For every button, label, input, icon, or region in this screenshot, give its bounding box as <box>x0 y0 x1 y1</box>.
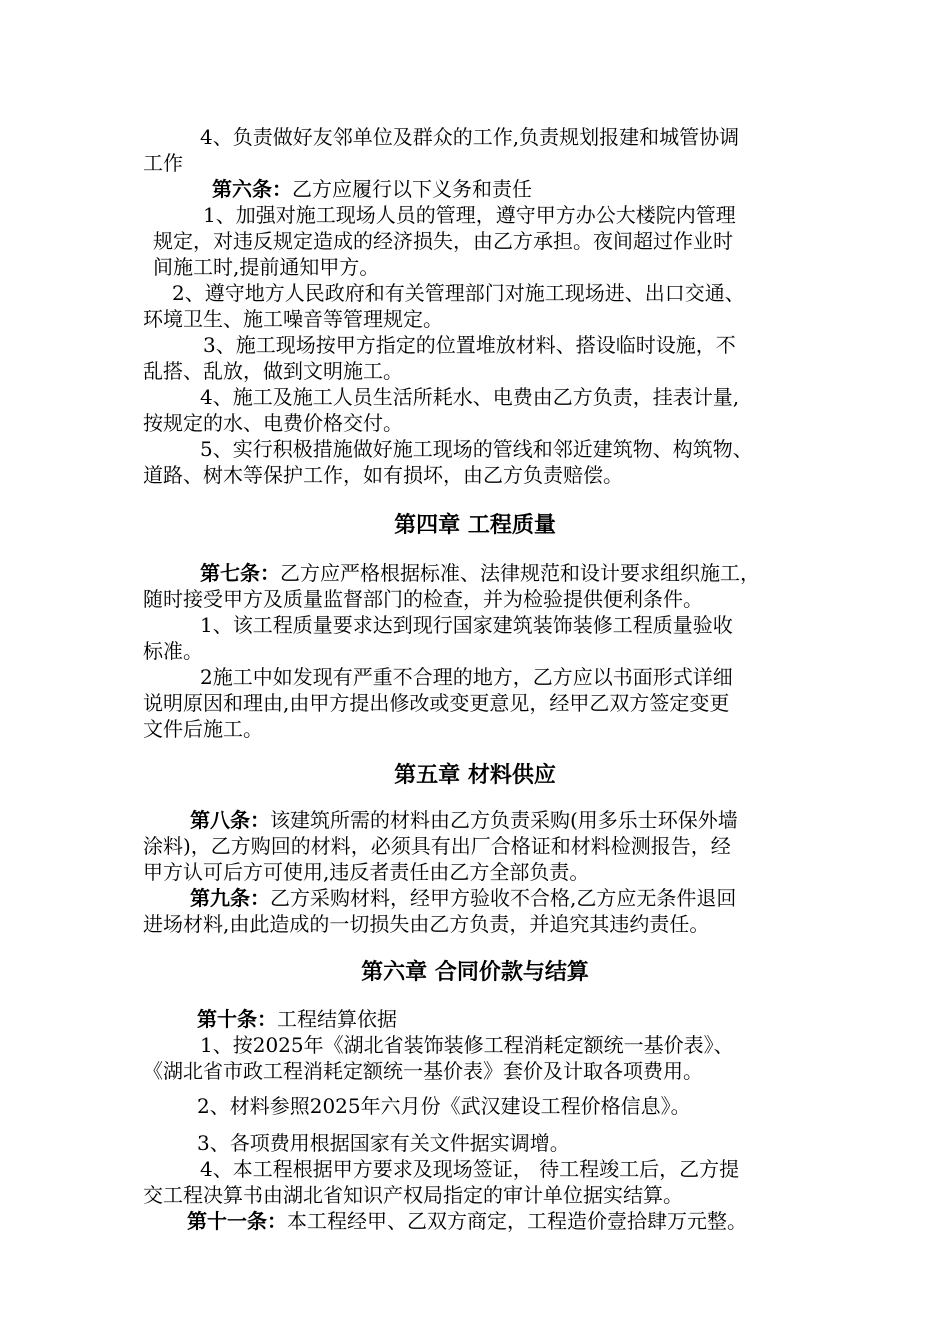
chapter-4-title: 第四章 工程质量 <box>394 513 556 538</box>
paragraph-line: 5、实行积极措施做好施工现场的管线和邻近建筑物、构筑物、 <box>200 437 753 461</box>
paragraph-line: 2、遵守地方人民政府和有关管理部门对施工现场进、出口交通、 <box>172 281 745 305</box>
paragraph-line: 规定，对违反规定造成的经济损失，由乙方承担。夜间超过作业时 <box>153 229 733 253</box>
article-label: 第六条： <box>212 177 292 201</box>
article-7-heading <box>200 560 760 586</box>
article-text: 工程结算依据 <box>277 1007 397 1031</box>
paragraph-line: 3、各项费用根据国家有关文件据实调增。 <box>197 1131 570 1155</box>
paragraph-line: 间施工时,提前通知甲方。 <box>153 255 380 279</box>
article-text: 该建筑所需的材料由乙方负责采购(用多乐士环保外墙 <box>270 808 738 832</box>
paragraph-line: 乱搭、乱放，做到文明施工。 <box>143 359 403 383</box>
paragraph-line: 交工程决算书由湖北省知识产权局指定的审计单位据实结算。 <box>143 1183 683 1207</box>
article-label: 第十一条： <box>187 1209 287 1233</box>
paragraph-line: 4、施工及施工人员生活所耗水、电费由乙方负责，挂表计量, <box>200 385 740 409</box>
paragraph-line: 2、材料参照2025年六月份《武汉建设工程价格信息》。 <box>197 1094 691 1118</box>
paragraph-line: 3、施工现场按甲方指定的位置堆放材料、搭设临时设施，不 <box>203 333 736 357</box>
paragraph-line: 甲方认可后方可使用,违反者责任由乙方全部负责。 <box>143 860 590 884</box>
paragraph-line: 1、加强对施工现场人员的管理，遵守甲方办公大楼院内管理 <box>203 203 736 227</box>
paragraph-line: 4、本工程根据甲方要求及现场签证， 待工程竣工后，乙方提 <box>200 1157 740 1181</box>
paragraph-line: 4、负责做好友邻单位及群众的工作,负责规划报建和城管协调 <box>200 125 740 149</box>
article-label: 第八条： <box>190 808 270 832</box>
chapter-5-title: 第五章 材料供应 <box>394 763 556 788</box>
paragraph-line: 《湖北省市政工程消耗定额统一基价表》套价及计取各项费用。 <box>143 1059 703 1083</box>
paragraph-line: 道路、树木等保护工作，如有损坏，由乙方负责赔偿。 <box>143 463 623 487</box>
article-label: 第七条： <box>200 561 280 585</box>
article-text: 乙方应履行以下义务和责任 <box>292 177 532 201</box>
article-11-heading <box>187 1208 747 1234</box>
paragraph-line: 说明原因和理由,由甲方提出修改或变更意见，经甲乙双方签定变更 <box>143 691 730 715</box>
article-text: 乙方应严格根据标准、法律规范和设计要求组织施工， <box>280 561 760 585</box>
paragraph-line: 涂料)，乙方购回的材料，必须具有出厂合格证和材料检测报告，经 <box>143 834 731 858</box>
article-label: 第十条： <box>197 1007 277 1031</box>
article-text: 本工程经甲、乙双方商定，工程造价壹拾肆万元整。 <box>287 1209 747 1233</box>
paragraph-line: 1、按2025年《湖北省装饰装修工程消耗定额统一基价表》、 <box>200 1033 734 1057</box>
article-text: 乙方采购材料，经甲方验收不合格,乙方应无条件退回 <box>270 886 737 910</box>
article-9-heading <box>190 885 736 911</box>
paragraph-line: 进场材料,由此造成的一切损失由乙方负责，并追究其违约责任。 <box>143 912 710 936</box>
paragraph-line: 随时接受甲方及质量监督部门的检查，并为检验提供便利条件。 <box>143 587 703 611</box>
article-label: 第九条： <box>190 886 270 910</box>
article-8-heading <box>190 807 738 833</box>
article-10-heading <box>197 1006 397 1032</box>
article-6-heading <box>212 176 532 202</box>
paragraph-line: 按规定的水、电费价格交付。 <box>143 411 403 435</box>
chapter-6-title: 第六章 合同价款与结算 <box>361 960 589 985</box>
paragraph-line: 标准。 <box>143 639 203 663</box>
paragraph-line: 2施工中如发现有严重不合理的地方，乙方应以书面形式详细 <box>200 665 733 689</box>
paragraph-line: 环境卫生、施工噪音等管理规定。 <box>143 307 443 331</box>
paragraph-line: 工作 <box>143 151 183 175</box>
paragraph-line: 1、该工程质量要求达到现行国家建筑装饰装修工程质量验收 <box>200 613 733 637</box>
paragraph-line: 文件后施工。 <box>143 717 263 741</box>
